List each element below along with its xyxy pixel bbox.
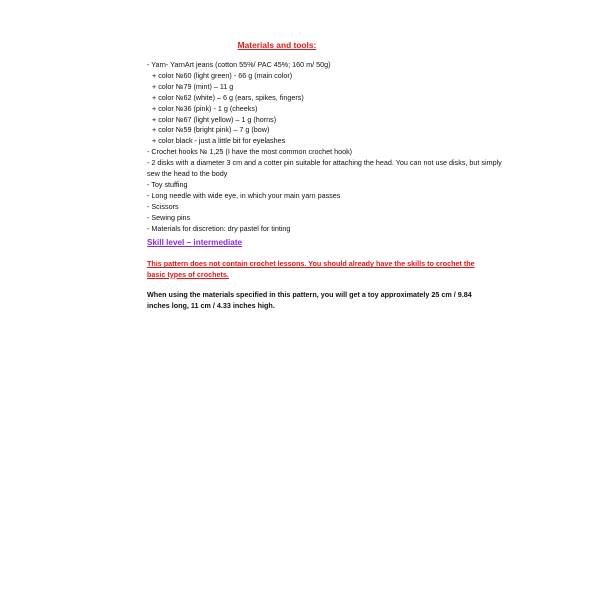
materials-item: - Sewing pins: [147, 212, 191, 222]
materials-item: - Scissors: [147, 201, 179, 211]
skill-level: Skill level – intermediate: [147, 238, 243, 247]
materials-item: + color black - just a little bit for eyelashes: [152, 136, 286, 146]
warning-note: This pattern does not contain crochet lessons. You should already have the skills to crochet the basic types of crochets.: [147, 259, 475, 279]
materials-item: + color №60 (light green) - 66 g (main color): [152, 70, 293, 80]
materials-list: [147, 60, 507, 235]
materials-item: - 2 disks with a diameter 3 cm and a cotter pin suitable for attaching the head. You can not use disks, but simply sew the head to the body: [147, 158, 502, 179]
materials-item: - Toy stuffing: [147, 179, 188, 189]
materials-heading: Materials and tools:: [237, 40, 317, 50]
materials-item: + color №79 (mint) – 11 g: [152, 81, 234, 91]
result-note: When using the materials specified in this pattern, you will get a toy approximately 25 cm / 9.84 inches long, 11 cm / 4.33 inches high.: [147, 290, 472, 310]
materials-item: - Long needle with wide eye, in which your main yarn passes: [147, 190, 341, 200]
materials-item: - Materials for discretion: dry pastel for tinting: [147, 223, 291, 233]
materials-item: + color №67 (light yellow) – 1 g (horns): [152, 114, 277, 124]
materials-item: + color №62 (white) – 6 g (ears, spikes, fingers): [152, 92, 304, 102]
materials-item: - Crochet hooks № 1,25 (I have the most common crochet hook): [147, 147, 353, 157]
materials-item: - Yarn- YarnArt jeans (cotton 55%/ PAC 45%; 160 m/ 50g): [147, 60, 331, 69]
materials-item: + color №36 (pink) - 1 g (cheeks): [152, 103, 258, 113]
materials-item: + color №59 (bright pink) – 7 g (bow): [152, 125, 270, 135]
